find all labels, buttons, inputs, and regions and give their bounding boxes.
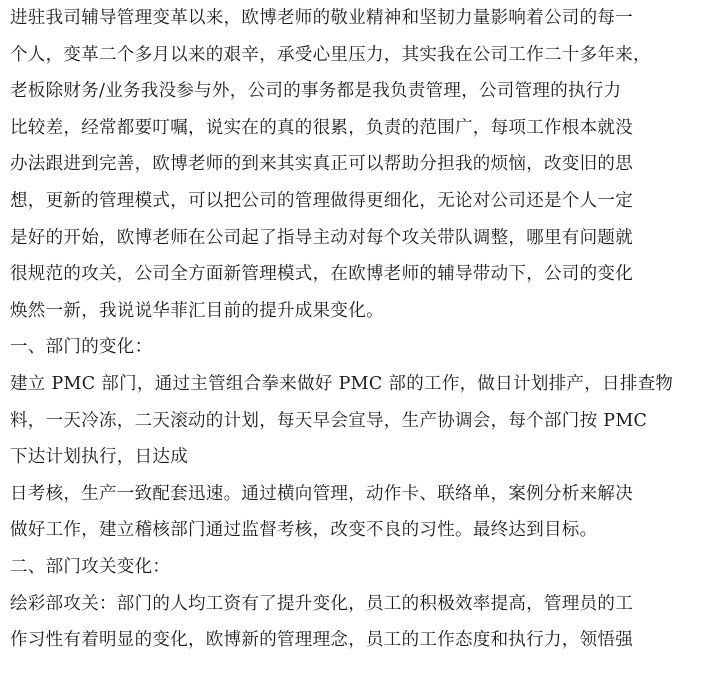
text-line: 做好工作，建立稽核部门通过监督考核，改变不良的习性。最终达到目标。 — [10, 520, 598, 541]
text-line: 老板除财务/业务我没参与外，公司的事务都是我负责管理，公司管理的执行力 — [10, 81, 622, 102]
text-line: 很规范的攻关，公司全方面新管理模式，在欧博老师的辅导带动下，公司的变化 — [10, 264, 633, 285]
text-line: 是好的开始，欧博老师在公司起了指导主动对每个攻关带队调整，哪里有问题就 — [10, 227, 633, 248]
text-line: 办法跟进到完善，欧博老师的到来其实真正可以帮助分担我的烦恼，改变旧的思 — [10, 154, 633, 175]
text-line: 进驻我司辅导管理变革以来，欧博老师的敬业精神和坚韧力量影响着公司的每一 — [10, 8, 633, 28]
section-heading-1: 一、部门的变化： — [10, 337, 153, 358]
text-line: 日考核，生产一致配套迅速。通过横向管理，动作卡、联络单，案例分析来解决 — [10, 483, 633, 504]
text-line: 绘彩部攻关：部门的人均工资有了提升变化，员工的积极效率提高，管理员的工 — [10, 593, 633, 614]
text-line: 个人，变革二个多月以来的艰辛，承受心里压力，其实我在公司工作二十多年来， — [10, 44, 651, 65]
text-line: 想，更新的管理模式，可以把公司的管理做得更细化，无论对公司还是个人一定 — [10, 190, 633, 211]
section-heading-2: 二、部门攻关变化： — [10, 556, 171, 577]
text-line: 作习性有着明显的变化，欧博新的管理理念，员工的工作态度和执行力，领悟强 — [10, 630, 633, 651]
text-line: 建立 PMC 部门，通过主管组合拳来做好 PMC 部的工作，做日计划排产，日排查物 — [10, 373, 674, 394]
text-line: 下达计划执行，日达成 — [10, 447, 188, 468]
text-line: 焕然一新，我说说华菲汇目前的提升成果变化。 — [10, 300, 384, 321]
text-line: 比较差，经常都要叮嘱，说实在的真的很累，负责的范围广，每项工作根本就没 — [10, 117, 633, 138]
text-line: 料，一天冷冻，二天滚动的计划，每天早会宣导，生产协调会，每个部门按 PMC — [10, 410, 648, 431]
